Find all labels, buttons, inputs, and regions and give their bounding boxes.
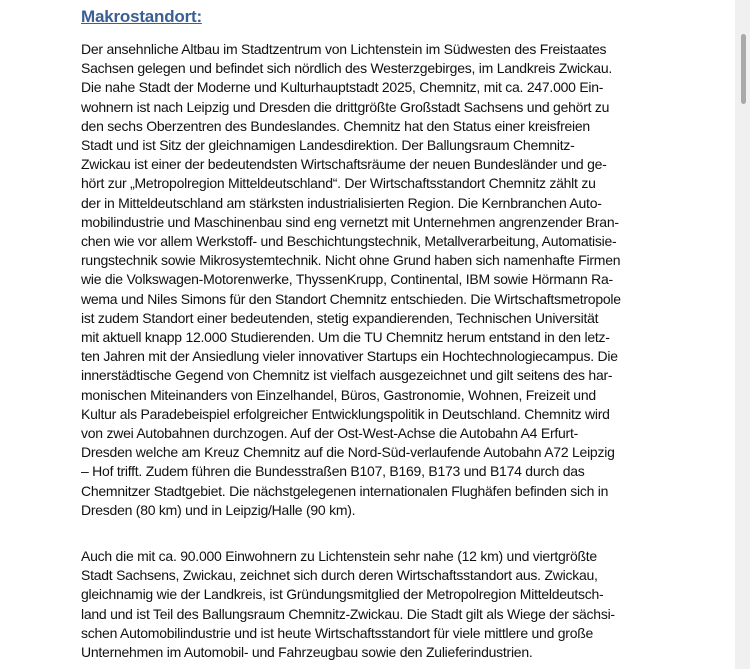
text-line: Stadt und ist Sitz der gleichnamigen Landesdirektion. Der Ballungsraum Chemnitz- (81, 137, 575, 154)
text-line: ist zudem Standort einer bedeutenden, stetig expandierenden, Technischen Universität (81, 309, 599, 326)
text-line: Chemnitzer Stadtgebiet. Die nächstgelegenen internationalen Flughäfen befinden sich in (81, 482, 609, 499)
text-line: Unternehmen im Automobil- und Fahrzeugbau sowie den Zulieferindustrien. (81, 644, 533, 661)
text-line: ten Jahren mit der Ansiedlung vieler innovativer Startups ein Hochtechnologiecampus. Die (81, 348, 618, 365)
vertical-scrollbar[interactable] (735, 0, 750, 669)
text-line: monischen Miteinanders von Einzelhandel, Büros, Gastronomie, Wohnen, Freizeit und (81, 386, 596, 403)
text-line: – Hof trifft. Zudem führen die Bundesstraßen B107, B169, B173 und B174 durch das (81, 463, 585, 480)
text-line: wohnern ist nach Leipzig und Dresden die drittgrößte Großstadt Sachsens und gehört zu (81, 98, 610, 115)
text-line: Zwickau ist einer der bedeutendsten Wirtschaftsräume der neuen Bundesländer und ge- (81, 156, 607, 173)
text-line: Dresden (80 km) und in Leipzig/Halle (90 km). (81, 501, 356, 518)
text-line: chen wie vor allem Werkstoff- und Beschichtungstechnik, Metallverarbeitung, Automatisie- (81, 233, 617, 250)
text-line: der in Mitteldeutschland am stärksten industrialisierten Region. Die Kernbranchen Auto- (81, 194, 602, 211)
text-line: land und ist Teil des Ballungsraum Chemnitz-Zwickau. Die Stadt gilt als Wiege der sächsi- (81, 605, 615, 622)
text-line: wema und Niles Simons für den Standort Chemnitz entschieden. Die Wirtschaftsmetropole (81, 290, 621, 307)
text-line: wie die Volkswagen-Motorenwerke, ThyssenKrupp, Continental, IBM sowie Hörmann Ra- (81, 271, 613, 288)
text-line: rungstechnik sowie Mikrosystemtechnik. Nicht ohne Grund haben sich namenhafte Firmen (81, 252, 621, 269)
text-line: Die nahe Stadt der Moderne und Kulturhauptstadt 2025, Chemnitz, mit ca. 247.000 Ein- (81, 79, 604, 96)
section-heading: Makrostandort: (81, 7, 202, 26)
text-line: Auch die mit ca. 90.000 Einwohnern zu Lichtenstein sehr nahe (12 km) und viertgrößte (81, 548, 597, 564)
text-line: Stadt Sachsens, Zwickau, zeichnet sich durch deren Wirtschaftsstandort aus. Zwickau, (81, 567, 598, 584)
text-line: Sachsen gelegen und befindet sich nördlich des Westerzgebirges, im Landkreis Zwickau. (81, 60, 613, 77)
text-line: Der ansehnliche Altbau im Stadtzentrum von Lichtenstein im Südwesten des Freistaates (81, 41, 607, 57)
text-line: von zwei Autobahnen durchzogen. Auf der Ost-West-Achse die Autobahn A4 Erfurt- (81, 425, 578, 442)
text-line: mobilindustrie und Maschinenbau sind eng vernetzt mit Unternehmen angrenzender Bran- (81, 213, 619, 230)
paragraph-chemnitz (81, 40, 621, 520)
scrollbar-thumb[interactable] (741, 34, 746, 104)
paragraph-zwickau (81, 547, 615, 662)
text-line: den sechs Oberzentren des Bundeslandes. Chemnitz hat den Status einer kreisfreien (81, 117, 590, 134)
text-line: schen Automobilindustrie und ist heute Wirtschaftsstandort für viele mittlere und große (81, 624, 594, 641)
text-line: gleichnamig wie der Landkreis, ist Gründungsmitglied der Metropolregion Mitteldeutsch- (81, 586, 604, 603)
text-line: innerstädtische Gegend von Chemnitz ist vielfach ausgezeichnet und gilt seitens des har- (81, 367, 613, 384)
text-line: mit aktuell knapp 12.000 Studierenden. Um die TU Chemnitz herum entstand in den letz- (81, 329, 610, 346)
text-line: hört zur „Metropolregion Mitteldeutschland“. Der Wirtschaftsstandort Chemnitz zählt zu (81, 175, 596, 192)
text-line: Kultur als Paradebeispiel erfolgreicher Entwicklungspolitik in Deutschland. Chemnitz wird (81, 405, 610, 422)
text-line: Dresden welche am Kreuz Chemnitz auf die Nord-Süd-verlaufende Autobahn A72 Leipzig (81, 444, 615, 461)
